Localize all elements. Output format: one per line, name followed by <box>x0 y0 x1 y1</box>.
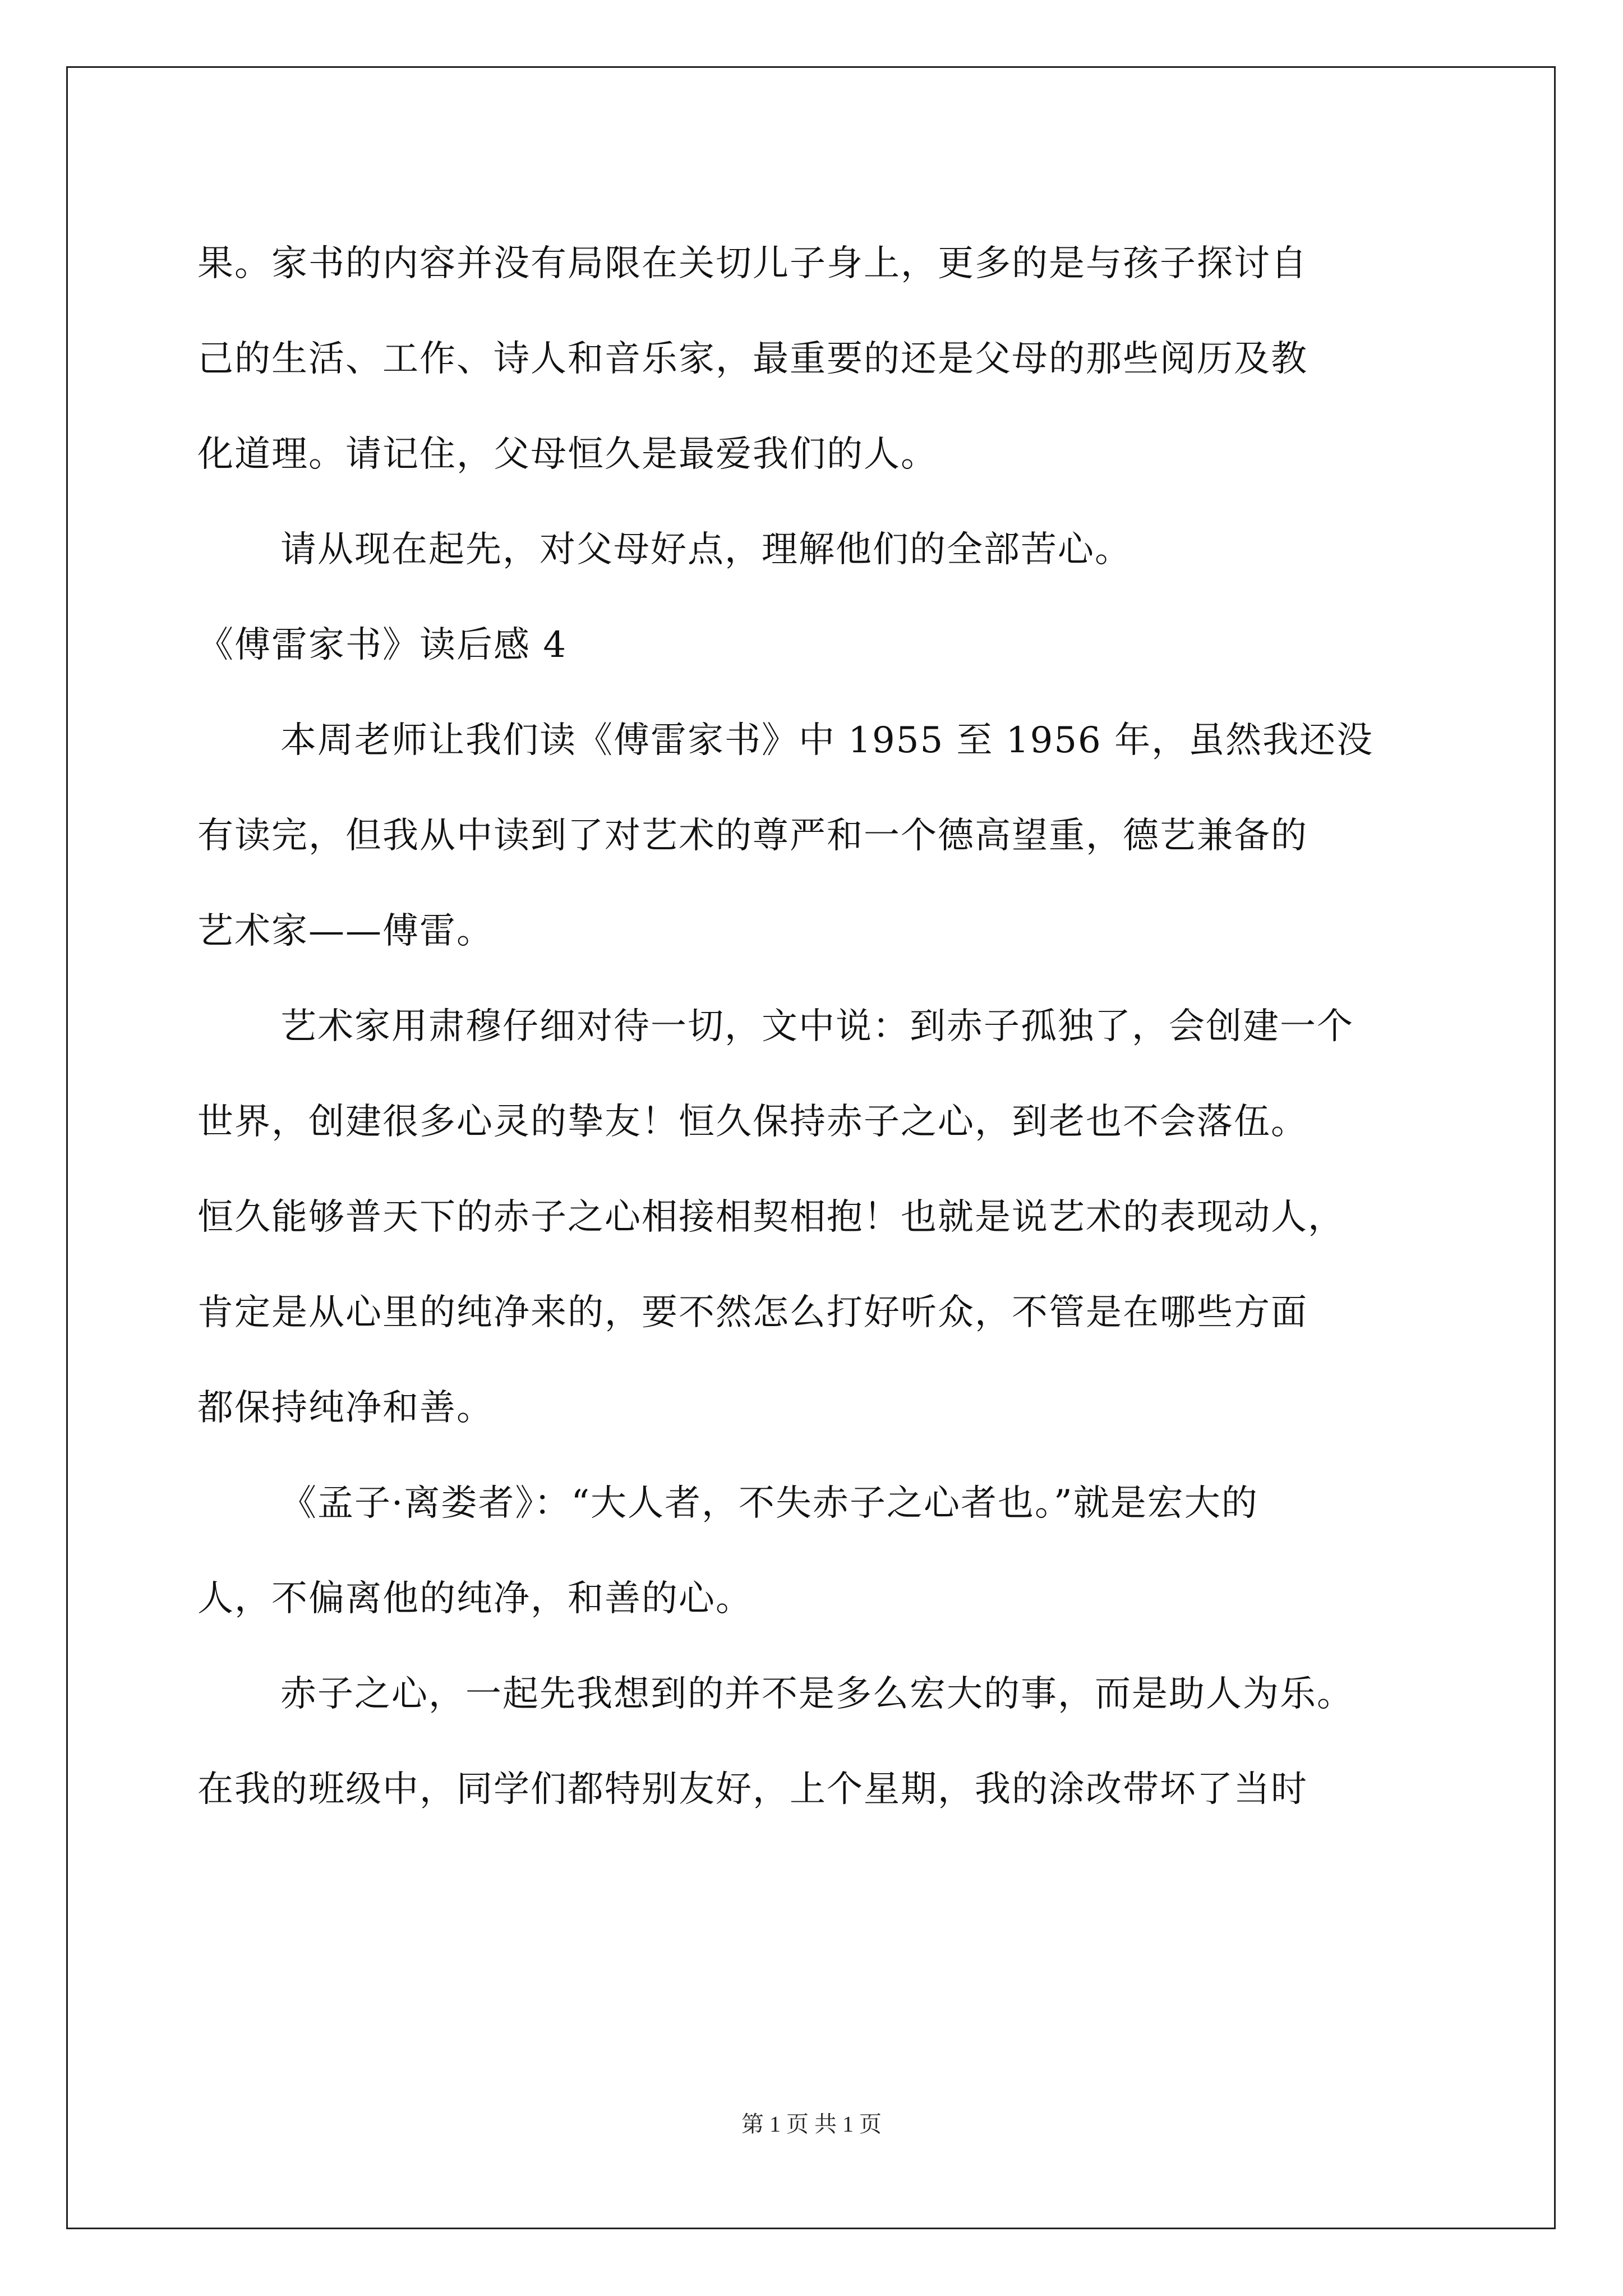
text-line-16: 赤子之心，一起先我想到的并不是多么宏大的事，而是助人为乐。 <box>280 1673 1354 1715</box>
page-footer: 第 1 页 共 1 页 <box>741 2111 882 2137</box>
section-heading: 《傅雷家书》读后感 4 <box>197 624 568 666</box>
document-body <box>197 216 1426 1837</box>
text-line-13: 都保持纯净和善。 <box>197 1387 494 1429</box>
text-line-11: 恒久能够普天下的赤子之心相接相契相抱！也就是说艺术的表现动人， <box>197 1197 1345 1238</box>
text-line-6: 本周老师让我们读《傅雷家书》中 1955 至 1956 年，虽然我还没 <box>280 720 1374 761</box>
text-line-8: 艺术家——傅雷。 <box>197 910 494 952</box>
text-line-2: 己的生活、工作、诗人和音乐家，最重要的还是父母的那些阅历及教 <box>197 338 1308 380</box>
text-line-14: 《孟子·离娄者》：“大人者，不失赤子之心者也。”就是宏大的 <box>280 1483 1258 1524</box>
text-line-7: 有读完，但我从中读到了对艺术的尊严和一个德高望重，德艺兼备的 <box>197 815 1308 857</box>
text-line-12: 肯定是从心里的纯净来的，要不然怎么打好听众，不管是在哪些方面 <box>197 1292 1308 1333</box>
text-line-4: 请从现在起先，对父母好点，理解他们的全部苦心。 <box>280 529 1132 570</box>
text-line-15: 人，不偏离他的纯净，和善的心。 <box>197 1578 753 1619</box>
text-line-17: 在我的班级中，同学们都特别友好，上个星期，我的涂改带坏了当时 <box>197 1769 1308 1810</box>
text-line-1: 果。家书的内容并没有局限在关切儿子身上，更多的是与孩子探讨自 <box>197 243 1308 284</box>
text-line-9: 艺术家用肃穆仔细对待一切，文中说：到赤子孤独了，会创建一个 <box>280 1006 1354 1047</box>
text-line-10: 世界，创建很多心灵的挚友！恒久保持赤子之心，到老也不会落伍。 <box>197 1101 1308 1143</box>
text-line-3: 化道理。请记住，父母恒久是最爱我们的人。 <box>197 434 938 475</box>
